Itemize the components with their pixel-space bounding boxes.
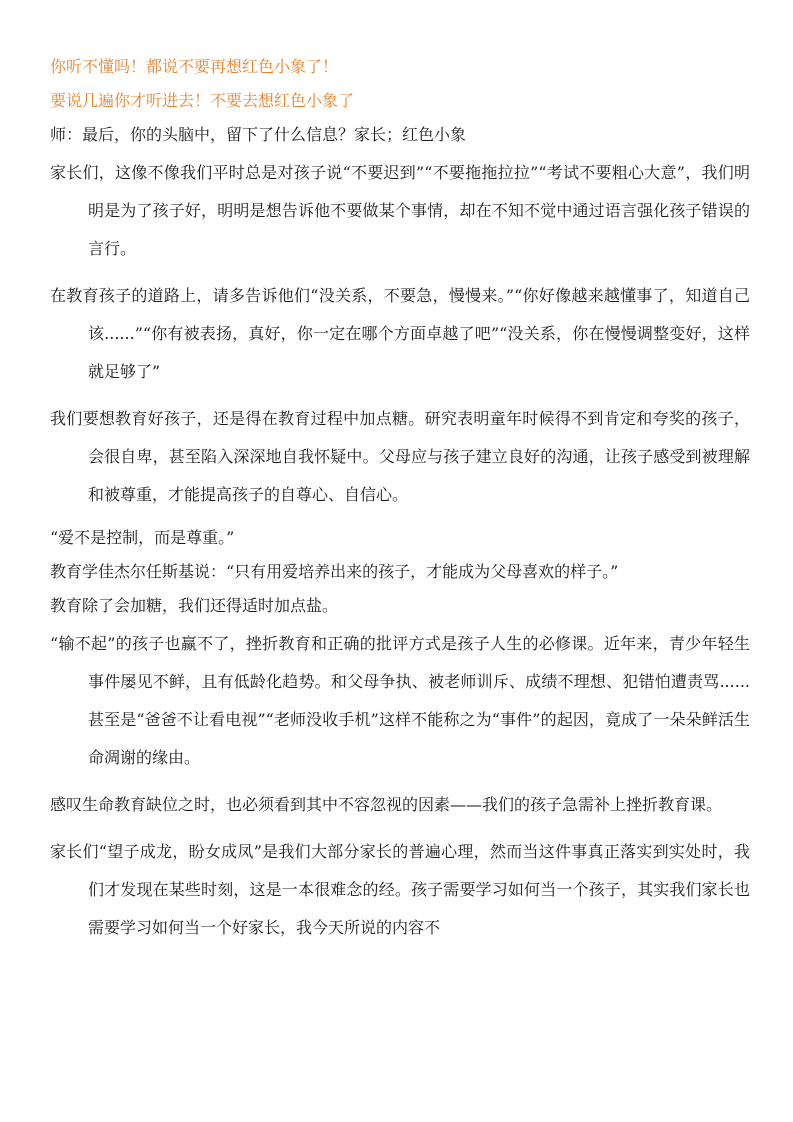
paragraph-educator-quote: 教育学佳杰尔任斯基说：“只有用爱培养出来的孩子，才能成为父母喜欢的样子。” [50, 562, 619, 581]
paragraph-encouraging-words: 在教育孩子的道路上，请多告诉他们“没关系，不要急，慢慢来。”“你好像越来越懂事了，知道自己该......”“你有被表扬，真好，你一定在哪个方面卓越了吧”“没关系，你在慢慢调整变好，这样就足够了” [50, 286, 750, 381]
paragraph-parents-habits: 家长们，这像不像我们平时总是对孩子说“不要迟到”“不要拖拖拉拉”“考试不要粗心大意”，我们明明是为了孩子好，明明是想告诉他不要做某个事情，却在不知不觉中通过语言强化孩子错误的言行。 [50, 163, 750, 258]
document-page [50, 52, 750, 956]
paragraph-love-quote: “爱不是控制，而是尊重。” [50, 528, 235, 547]
paragraph-life-education: 感叹生命教育缺位之时，也必须看到其中不容忽视的因素——我们的孩子急需补上挫折教育课。 [50, 795, 723, 814]
orange-line-1: 你听不懂吗！都说不要再想红色小象了！ [50, 57, 339, 76]
orange-line-2: 要说几遍你才听进去！不要去想红色小象了 [50, 91, 355, 110]
paragraph-add-sugar: 我们要想教育好孩子，还是得在教育过程中加点糖。研究表明童年时候得不到肯定和夸奖的孩子，会很自卑，甚至陷入深深地自我怀疑中。父母应与孩子建立良好的沟通，让孩子感受到被理解和被尊重，才能提高孩子的自尊心、自信心。 [50, 409, 750, 504]
paragraph-parents-hope: 家长们“望子成龙，盼女成凤”是我们大部分家长的普遍心理，然而当这件事真正落实到实处时，我们才发现在某些时刻，这是一本很难念的经。孩子需要学习如何当一个孩子，其实我们家长也需要学习如何当一个好家长，我今天所说的内容不 [50, 842, 750, 937]
paragraph-add-salt: 教育除了会加糖，我们还得适时加点盐。 [50, 596, 339, 615]
paragraph-teacher-question: 师：最后，你的头脑中，留下了什么信息？家长；红色小象 [50, 125, 467, 144]
paragraph-frustration-education: “输不起”的孩子也赢不了，挫折教育和正确的批评方式是孩子人生的必修课。近年来，青少年轻生事件屡见不鲜，且有低龄化趋势。和父母争执、被老师训斥、成绩不理想、犯错怕遭责骂......甚至是“爸爸不让看电视”“老师没收手机”这样不能称之为“事件”的起因，竟成了一朵朵鲜活生命凋谢的缘由。 [50, 634, 750, 767]
